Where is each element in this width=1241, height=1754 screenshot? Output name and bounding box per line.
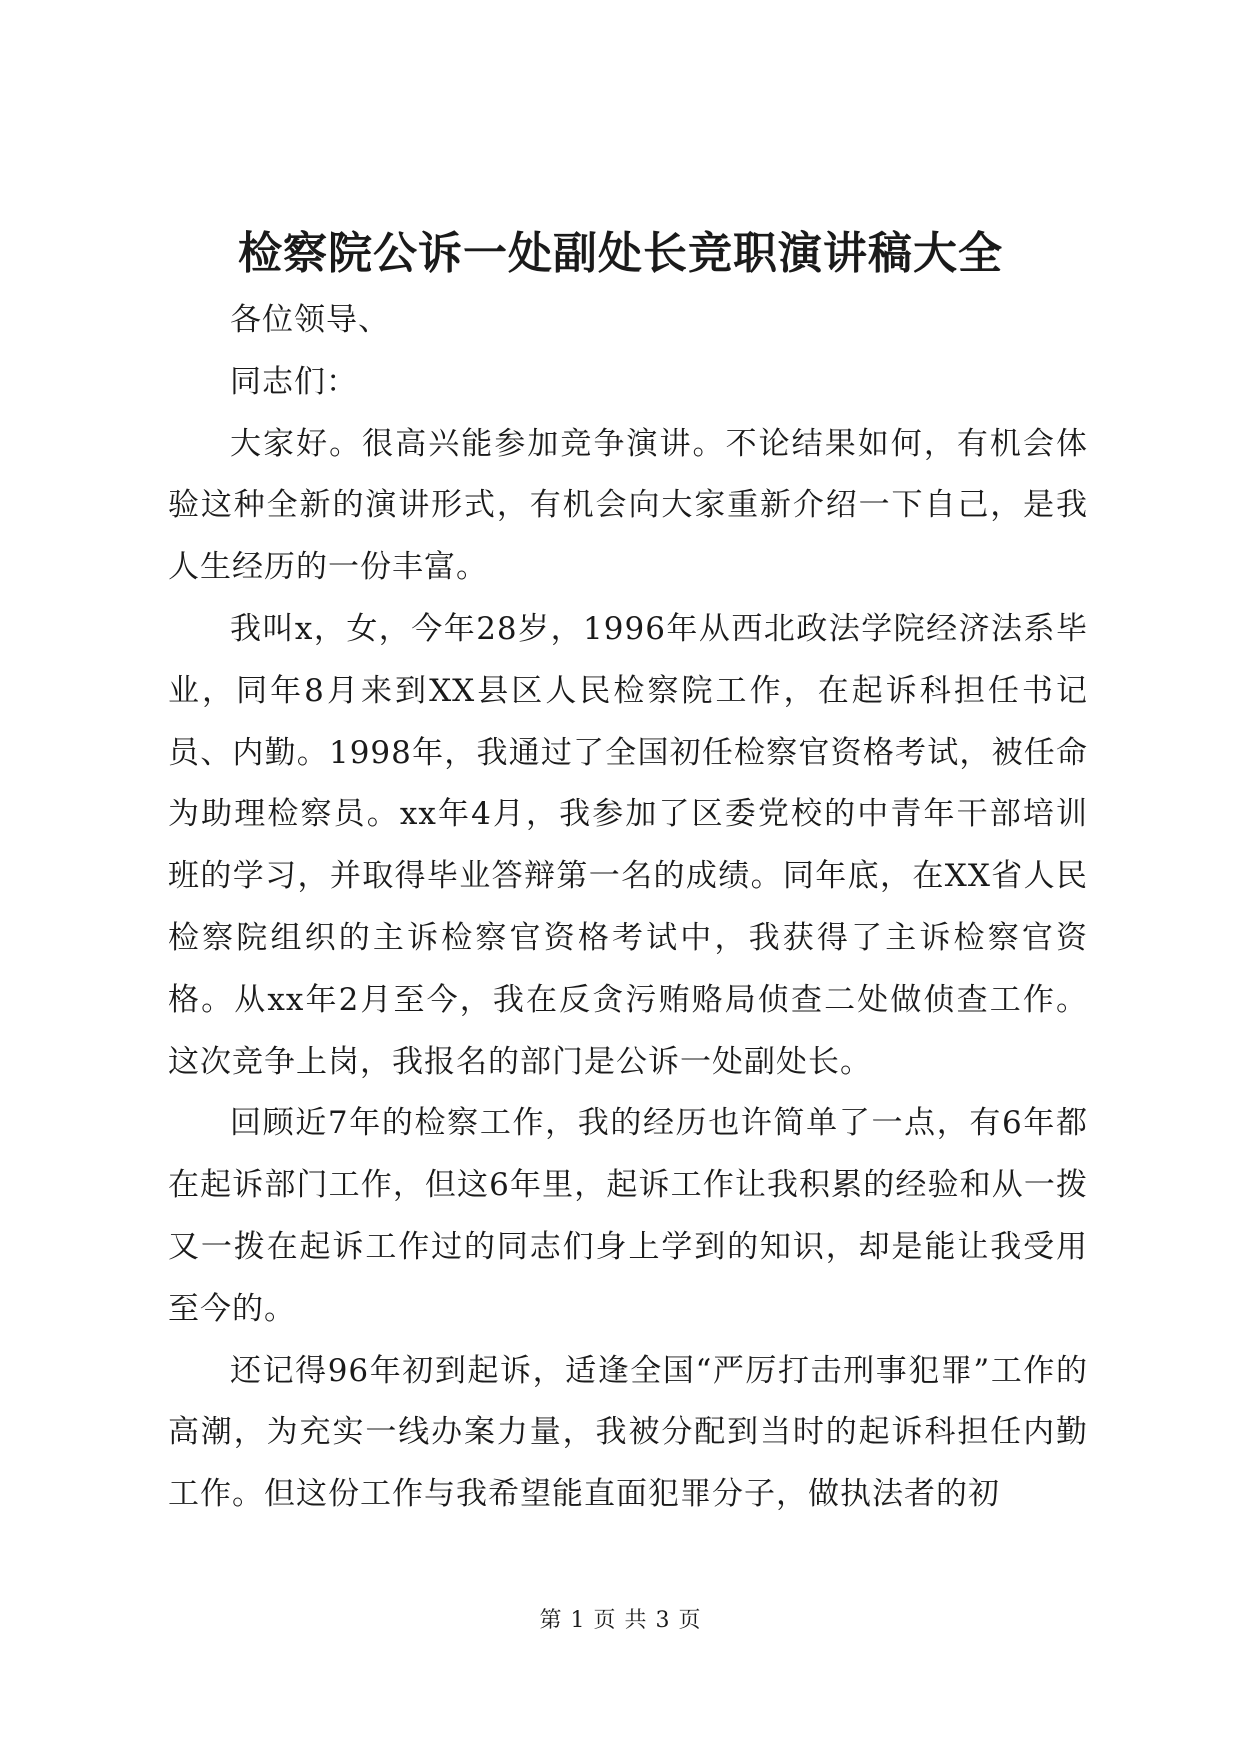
paragraph-self-introduction: 我叫x，女，今年28岁，1996年从西北政法学院经济法系毕业，同年8月来到XX县区人民检察院工作，在起诉科担任书记员、内勤。1998年，我通过了全国初任检察官资格考试，被任命为助理检察员。xx年4月，我参加了区委党校的中青年干部培训班的学习，并取得毕业答辩第一名的成绩。同年底，在XX省人民检察院组织的主诉检察官资格考试中，我获得了主诉检察官资格。从xx年2月至今，我在反贪污贿赂局侦查二处做侦查工作。这次竞争上岗，我报名的部门是公诉一处副处长。: [168, 610, 1088, 1080]
document-title: 检察院公诉一处副处长竞职演讲稿大全: [238, 228, 1003, 279]
paragraph-memory: 还记得96年初到起诉，适逢全国“严厉打击刑事犯罪”工作的高潮，为充实一线办案力量，我被分配到当时的起诉科担任内勤工作。但这份工作与我希望能直面犯罪分子，做执法者的初: [168, 1352, 1088, 1513]
paragraph-review: 回顾近7年的检察工作，我的经历也许简单了一点，有6年都在起诉部门工作，但这6年里，起诉工作让我积累的经验和从一拨又一拨在起诉工作过的同志们身上学到的知识，却是能让我受用至今的。: [168, 1105, 1088, 1327]
document-body: [168, 290, 1088, 1526]
paragraph-greeting: 大家好。很高兴能参加竞争演讲。不论结果如何，有机会体验这种全新的演讲形式，有机会向大家重新介绍一下自己，是我人生经历的一份丰富。: [168, 425, 1088, 586]
page-number-footer: 第 1 页 共 3 页: [539, 1608, 702, 1633]
salutation-line-2: 同志们：: [230, 363, 358, 400]
salutation-line-1: 各位领导、: [230, 302, 390, 338]
